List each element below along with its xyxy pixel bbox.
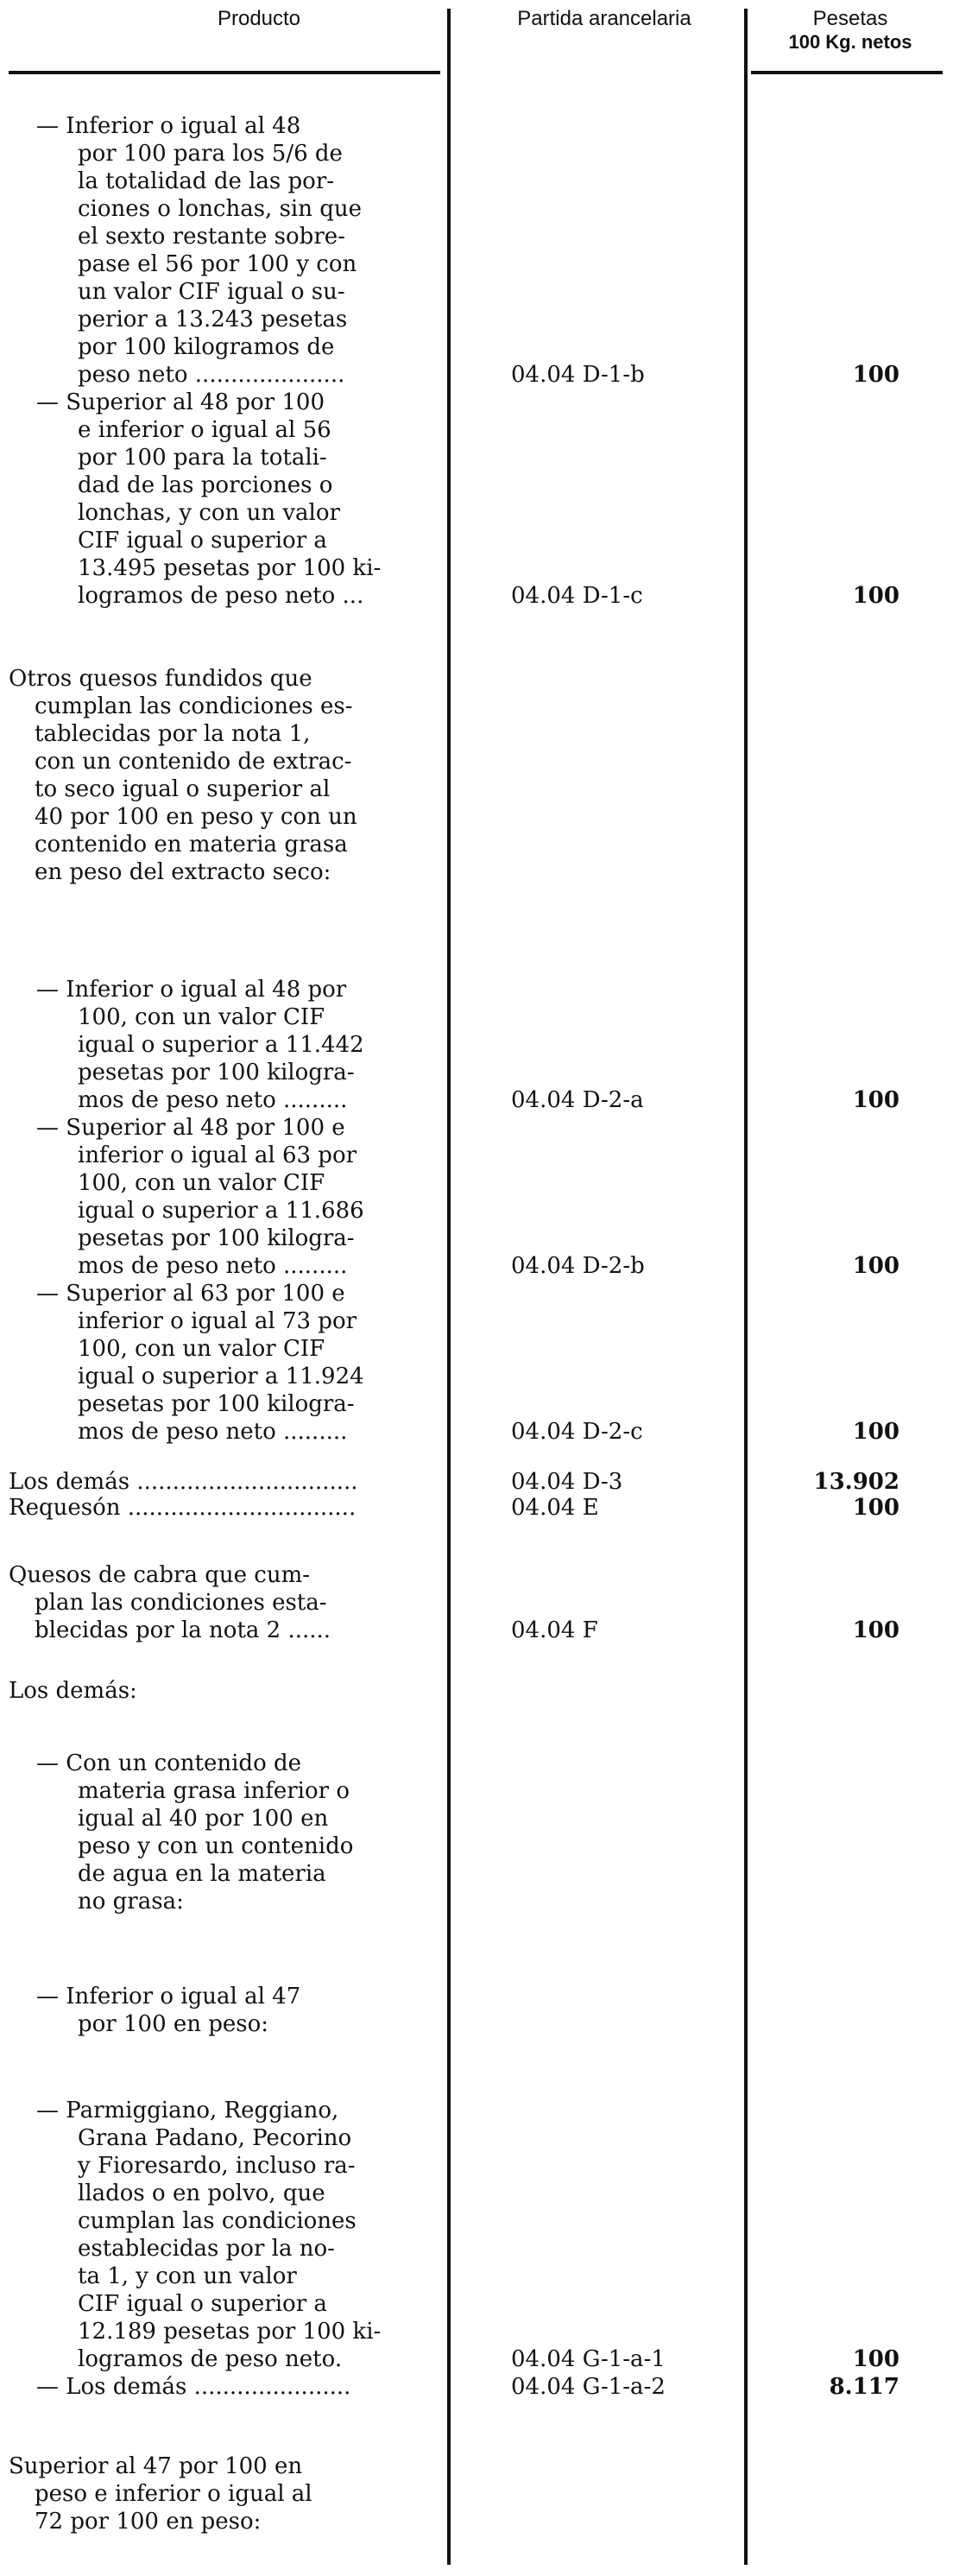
product-line: mos de peso neto ......... [78,1253,348,1279]
product-line: 100, con un valor CIF [78,1004,325,1030]
product-line: — Parmiggiano, Reggiano, [36,2098,339,2123]
tariff-code: 04.04 D-2-a [511,1087,644,1113]
product-description [36,389,381,610]
header-rule-product [9,71,440,74]
product-line: dad de las porciones o [78,472,333,498]
product-line: 72 por 100 en peso: [35,2509,262,2535]
product-line: — Inferior o igual al 48 [36,113,301,139]
product-line: plan las condiciones esta- [35,1590,327,1616]
amount-value: 100 [852,583,899,609]
tariff-code: 04.04 D-2-b [511,1253,645,1279]
product-line: pesetas por 100 kilogra- [78,1060,355,1085]
product-line: la totalidad de las por- [78,168,335,194]
product-line: materia grasa inferior o [78,1778,350,1804]
column-divider-2 [744,9,748,2565]
product-line: por 100 para los 5/6 de [78,141,343,167]
product-line: igual o superior a 11.442 [78,1032,364,1058]
product-line: CIF igual o superior a [78,2291,327,2317]
product-line: Superior al 47 por 100 en [9,2453,303,2479]
product-line: ta 1, y con un valor [78,2263,297,2289]
amount-value: 100 [852,1253,899,1279]
product-line: llados o en polvo, que [78,2180,325,2206]
product-line: peso e inferior o igual al [35,2481,312,2507]
amount-value: 8.117 [829,2374,899,2400]
header-pesetas: Pesetas [812,7,888,30]
product-line: inferior o igual al 63 por [78,1142,357,1168]
tariff-code: 04.04 D-2-c [511,1419,643,1445]
product-line: 13.495 pesetas por 100 ki- [78,555,382,581]
product-line: peso y con un contenido [78,1833,354,1859]
product-line: un valor CIF igual o su- [78,279,345,305]
header-rule-amount [751,71,943,74]
amount-value: 100 [852,1419,899,1445]
product-line: Grana Padano, Pecorino [78,2125,352,2151]
product-line: — Inferior o igual al 47 [36,1984,301,2010]
tariff-code: 04.04 G-1-a-1 [511,2346,666,2372]
product-line: establecidas por la no- [78,2236,335,2262]
product-line: por 100 para la totali- [78,445,327,471]
product-line: contenido en materia grasa [35,832,348,858]
product-description [36,1750,353,1915]
product-line: cumplan las condiciones [78,2208,357,2234]
tariff-code: 04.04 G-1-a-2 [511,2374,666,2400]
amount-value: 100 [852,1495,899,1521]
product-line: pesetas por 100 kilogra- [78,1225,355,1251]
product-line: blecidas por la nota 2 ...... [35,1617,331,1643]
tariff-code: 04.04 F [511,1617,598,1643]
product-line: perior a 13.243 pesetas [78,307,348,332]
product-line: no grasa: [78,1889,184,1915]
product-line: 12.189 pesetas por 100 ki- [78,2319,382,2345]
amount-value: 100 [852,1617,899,1643]
product-description [9,1494,356,1522]
product-description [9,665,357,886]
tariff-code: 04.04 D-3 [511,1469,623,1495]
product-line: peso neto ..................... [78,362,345,388]
product-line: mos de peso neto ......... [78,1419,348,1445]
tariff-code: 04.04 D-1-c [511,583,643,609]
product-line: igual o superior a 11.924 [78,1364,364,1389]
product-line: e inferior o igual al 56 [78,417,331,443]
product-line: — Superior al 48 por 100 [36,389,325,415]
product-line: Los demás: [9,1678,137,1704]
product-line: en peso del extracto seco: [35,859,331,885]
product-line: lonchas, y con un valor [78,500,340,526]
product-line: Los demás ............................... [9,1469,358,1495]
product-description [9,1677,137,1705]
product-line: igual al 40 por 100 en [78,1806,329,1832]
product-line: ciones o lonchas, sin que [78,196,363,222]
column-divider-1 [447,9,451,2565]
product-line: Quesos de cabra que cum- [9,1562,311,1588]
product-line: — Superior al 48 por 100 e [36,1115,345,1141]
tariff-code: 04.04 D-1-b [511,362,645,388]
product-line: por 100 kilogramos de [78,334,335,360]
header-partida-arancelaria: Partida arancelaria [517,7,691,30]
product-line: — Los demás ...................... [36,2374,351,2400]
product-description [9,2453,312,2535]
product-line: con un contenido de extrac- [35,749,352,775]
product-line: logramos de peso neto ... [78,583,364,609]
product-line: — Con un contenido de [36,1750,302,1776]
product-description [36,976,364,1114]
product-description [36,2373,350,2401]
product-description [36,1280,364,1446]
product-line: y Fioresardo, incluso ra- [78,2153,356,2179]
product-line: cumplan las condiciones es- [35,693,353,719]
product-description [36,2097,381,2373]
product-line: el sexto restante sobre- [78,224,345,250]
product-line: pesetas por 100 kilogra- [78,1391,355,1417]
product-line: Otros quesos fundidos que [9,666,312,692]
product-line: Requesón ................................ [9,1495,357,1521]
product-line: tablecidas por la nota 1, [35,721,311,747]
product-line: inferior o igual al 73 por [78,1308,357,1334]
product-line: logramos de peso neto. [78,2346,343,2372]
product-description [9,1561,331,1644]
product-line: CIF igual o superior a [78,528,327,554]
product-line: mos de peso neto ......... [78,1087,348,1113]
product-line: 100, con un valor CIF [78,1336,325,1362]
header-producto: Producto [217,7,301,30]
product-line: igual o superior a 11.686 [78,1198,364,1224]
tariff-code: 04.04 E [511,1495,599,1521]
product-line: pase el 56 por 100 y con [78,251,357,277]
product-line: — Superior al 63 por 100 e [36,1281,345,1307]
product-line: por 100 en peso: [78,2011,269,2037]
product-line: to seco igual o superior al [35,776,331,802]
product-description [36,1983,300,2038]
amount-value: 100 [852,362,899,388]
product-line: de agua en la materia [78,1861,326,1887]
product-description [36,112,362,389]
amount-value: 100 [852,2346,899,2372]
amount-value: 100 [852,1087,899,1113]
header-unit: 100 Kg. netos [788,31,912,53]
amount-value: 13.902 [813,1469,899,1495]
product-description [36,1114,364,1280]
product-line: 40 por 100 en peso y con un [35,804,357,830]
product-line: 100, con un valor CIF [78,1170,325,1196]
product-description [9,1468,358,1496]
product-line: — Inferior o igual al 48 por [36,977,347,1003]
